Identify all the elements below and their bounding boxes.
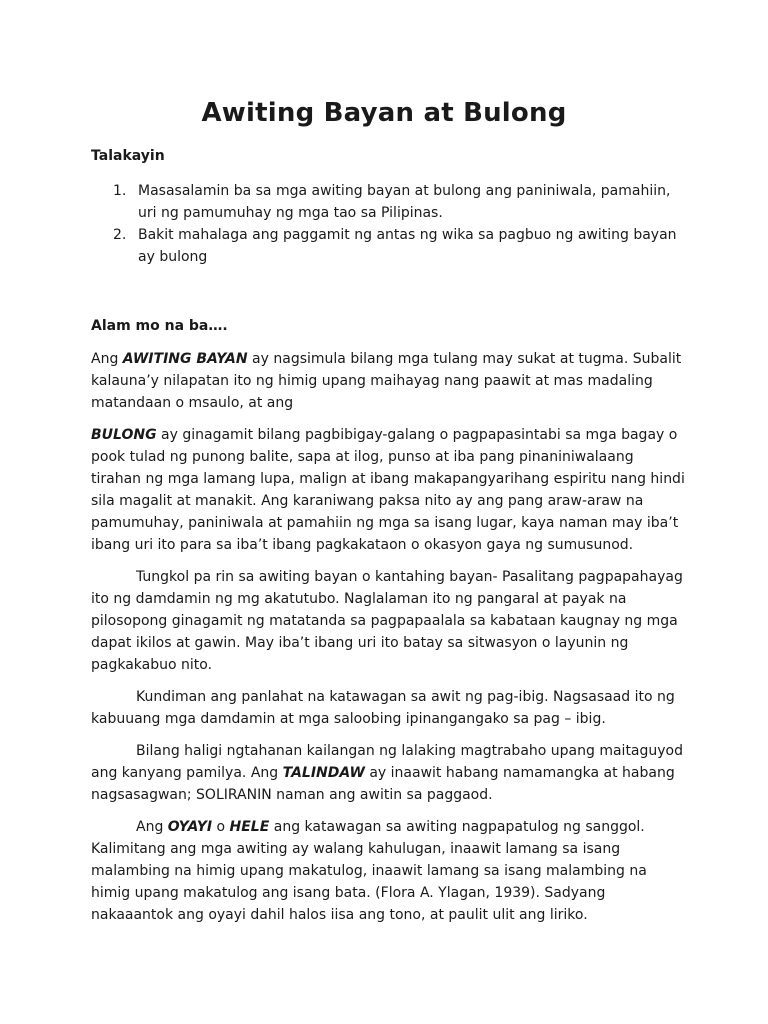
term-talindaw: TALINDAW bbox=[282, 765, 365, 781]
talakayin-heading: Talakayin bbox=[91, 148, 165, 164]
alam-mo-heading: Alam mo na ba…. bbox=[91, 318, 228, 334]
term-awiting-bayan: AWITING BAYAN bbox=[122, 351, 248, 367]
list-item bbox=[91, 224, 686, 268]
list-item-text: Masasalamin ba sa mga awiting bayan at bulong ang paniniwala, pamahiin, uri ng pamumuhay ng mga tao sa Pilipinas. bbox=[138, 183, 671, 221]
paragraph-oyayi: Ang OYAYI o HELE ang katawagan sa awiting nagpapatulog ng sanggol. Kalimitang ang mga awiting ay walang kahulugan, inaawit lamang sa isang malambing na himig upang makatulog, inaawit lamang sa isang malambing na himig upang makatulog ang isang bata. (Flora A. Ylagan, 1939). Sadyang nakaaantok ang oyayi dahil halos iisa ang tono, at paulit ulit ang liriko. bbox=[91, 819, 647, 923]
paragraph-bulong: BULONG ay ginagamit bilang pagbibigay-galang o pagpapasintabi sa mga bagay o pook tulad ng punong balite, sapa at ilog, punso at iba pang pinaniniwalaang tirahan ng mga lamang lupa, malign at ibang makapangyarihang espiritu nang hindi sila magalit at manakit. Ang karaniwang paksa nito ay ang pang araw-araw na pamumuhay, paniniwala at pamahiin ng mga sa isang lugar, kaya naman may iba’t ibang uri ito para sa iba’t ibang pagkakataon o okasyon gaya ng sumusunod. bbox=[91, 427, 685, 553]
paragraph-kantahing-bayan: Tungkol pa rin sa awiting bayan o kantahing bayan- Pasalitang pagpapahayag ito ng damdamin ng mg akatutubo. Naglalaman ito ng pangaral at payak na pilosopong ginagamit ng matatanda sa pagpapaalala sa kabataan kaugnay ng mga dapat ikilos at gawin. May iba’t ibang uri ito batay sa sitwasyon o layunin ng pagkakabuo nito. bbox=[91, 569, 683, 673]
term-bulong: BULONG bbox=[91, 427, 157, 443]
document-title: Awiting Bayan at Bulong bbox=[201, 98, 567, 128]
document-body bbox=[91, 145, 686, 926]
paragraph-awiting-bayan: Ang AWITING BAYAN ay nagsimula bilang mga tulang may sukat at tugma. Subalit kalauna’y nilapatan ito ng himig upang maihayag nang paawit at mas madaling matandaan o msaulo, at ang bbox=[91, 351, 682, 411]
paragraph-talindaw: Bilang haligi ngtahanan kailangan ng lalaking magtrabaho upang maitaguyod ang kanyang pamilya. Ang TALINDAW ay inaawit habang namamangka at habang nagsasagwan; SOLIRANIN naman ang awitin sa paggaod. bbox=[91, 743, 684, 803]
list-item bbox=[91, 180, 686, 224]
term-hele: HELE bbox=[229, 819, 270, 835]
paragraph-kundiman: Kundiman ang panlahat na katawagan sa awit ng pag-ibig. Nagsasaad ito ng kabuuang mga damdamin at mga saloobing ipinangangako sa pag – ibig. bbox=[91, 689, 675, 727]
list-item-number: 2. bbox=[113, 227, 127, 243]
talakayin-list bbox=[91, 180, 686, 268]
term-oyayi: OYAYI bbox=[167, 819, 213, 835]
list-item-text: Bakit mahalaga ang paggamit ng antas ng wika sa pagbuo ng awiting bayan ay bulong bbox=[138, 227, 677, 265]
list-item-number: 1. bbox=[113, 183, 127, 199]
